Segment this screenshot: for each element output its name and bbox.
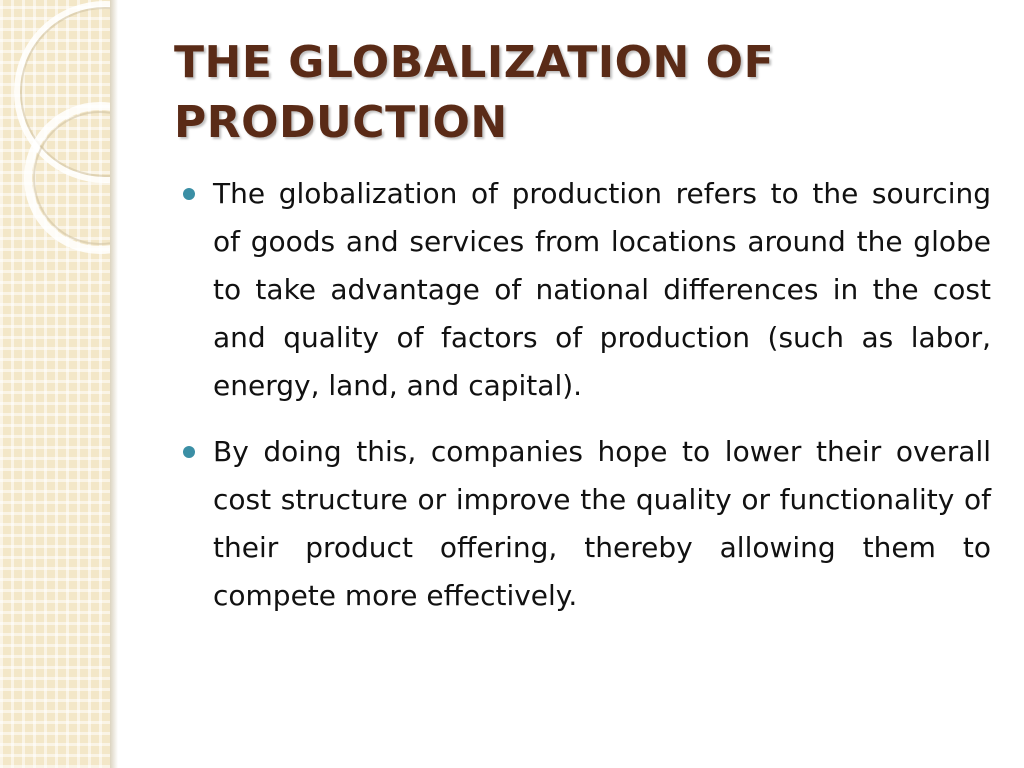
bullet-item [183, 170, 991, 410]
slide-title: THE GLOBALIZATION OF PRODUCTION [174, 37, 775, 148]
bullet-marker-icon [183, 188, 195, 200]
bullet-text: By doing this, companies hope to lower their overall cost structure or improve the quality or functionality of their product offering, thereby allowing them to compete more effectively. [213, 435, 991, 612]
decorative-rings [0, 0, 110, 768]
bullet-text: The globalization of production refers to the sourcing of goods and services from locations around the globe to take advantage of national differences in the cost and quality of factors of production (such as labor, energy, land, and capital). [213, 177, 991, 402]
bullet-item [183, 428, 991, 620]
side-band-shadow [110, 0, 118, 768]
bullet-list [183, 170, 991, 638]
decorative-side-band [0, 0, 110, 768]
bullet-marker-icon [183, 446, 195, 458]
